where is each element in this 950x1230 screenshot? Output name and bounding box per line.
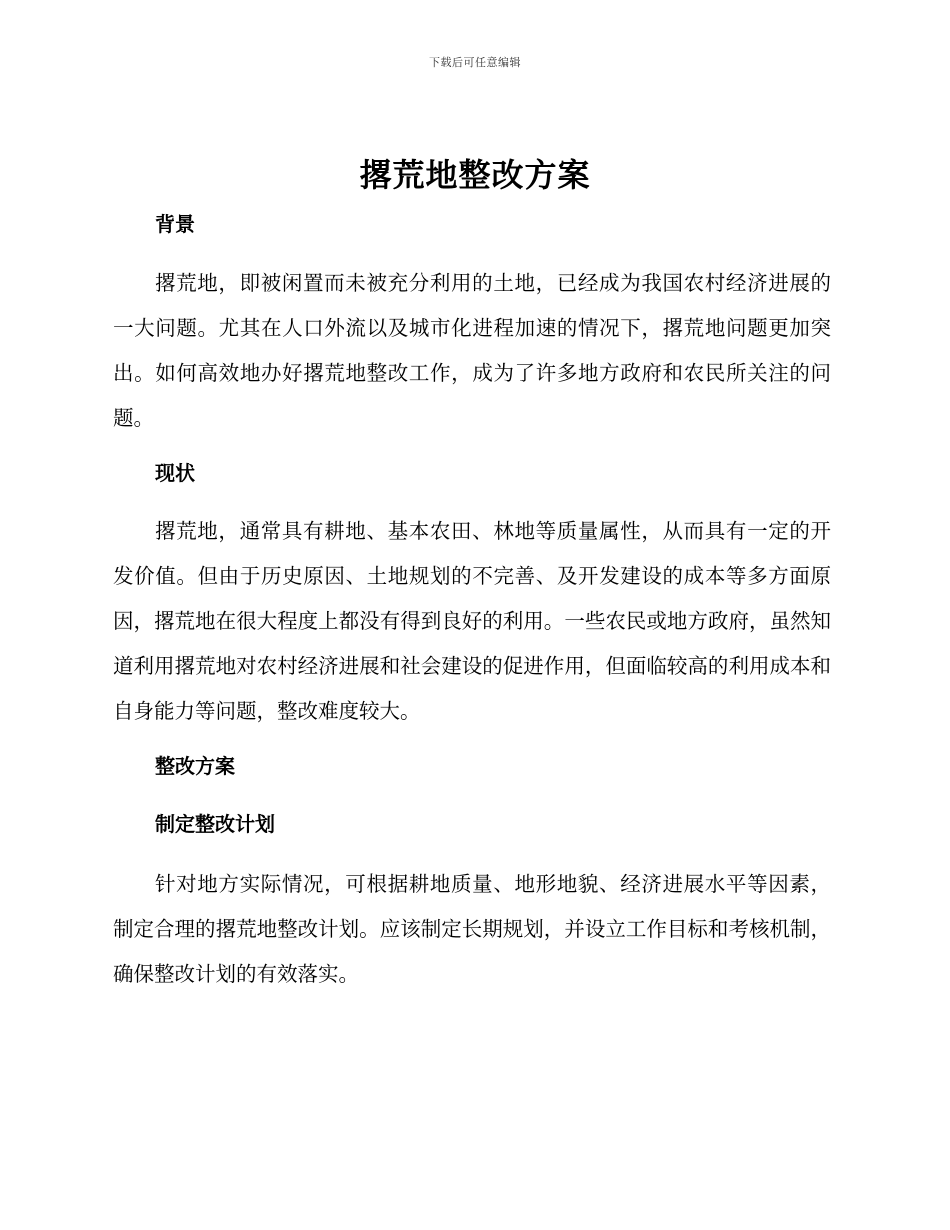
document-title: 撂荒地整改方案 (359, 156, 591, 194)
paragraph-plan: 针对地方实际情况，可根据耕地质量、地形地貌、经济进展水平等因素，制定合理的撂荒地整改计划。应该制定长期规划，并设立工作目标和考核机制，确保整改计划的有效落实。 (113, 872, 831, 986)
paragraph-status: 撂荒地，通常具有耕地、基本农田、林地等质量属性，从而具有一定的开发价值。但由于历史原因、土地规划的不完善、及开发建设的成本等多方面原因，撂荒地在很大程度上都没有得到良好的利用。一些农民或地方政府，虽然知道利用撂荒地对农村经济进展和社会建设的促进作用，但面临较高的利用成本和自身能力等问题，整改难度较大。 (113, 519, 831, 723)
header-note: 下载后可任意编辑 (429, 56, 521, 69)
section-heading-background: 背景 (155, 212, 195, 236)
document-body (113, 206, 831, 997)
paragraph-background: 撂荒地，即被闲置而未被充分利用的土地，已经成为我国农村经济进展的一大问题。尤其在人口外流以及城市化进程加速的情况下，撂荒地问题更加突出。如何高效地办好撂荒地整改工作，成为了许多地方政府和农民所关注的问题。 (113, 271, 831, 430)
section-heading-plan: 整改方案 (155, 754, 235, 778)
section-heading-status: 现状 (155, 461, 195, 485)
subsection-heading-plan: 制定整改计划 (155, 812, 275, 836)
